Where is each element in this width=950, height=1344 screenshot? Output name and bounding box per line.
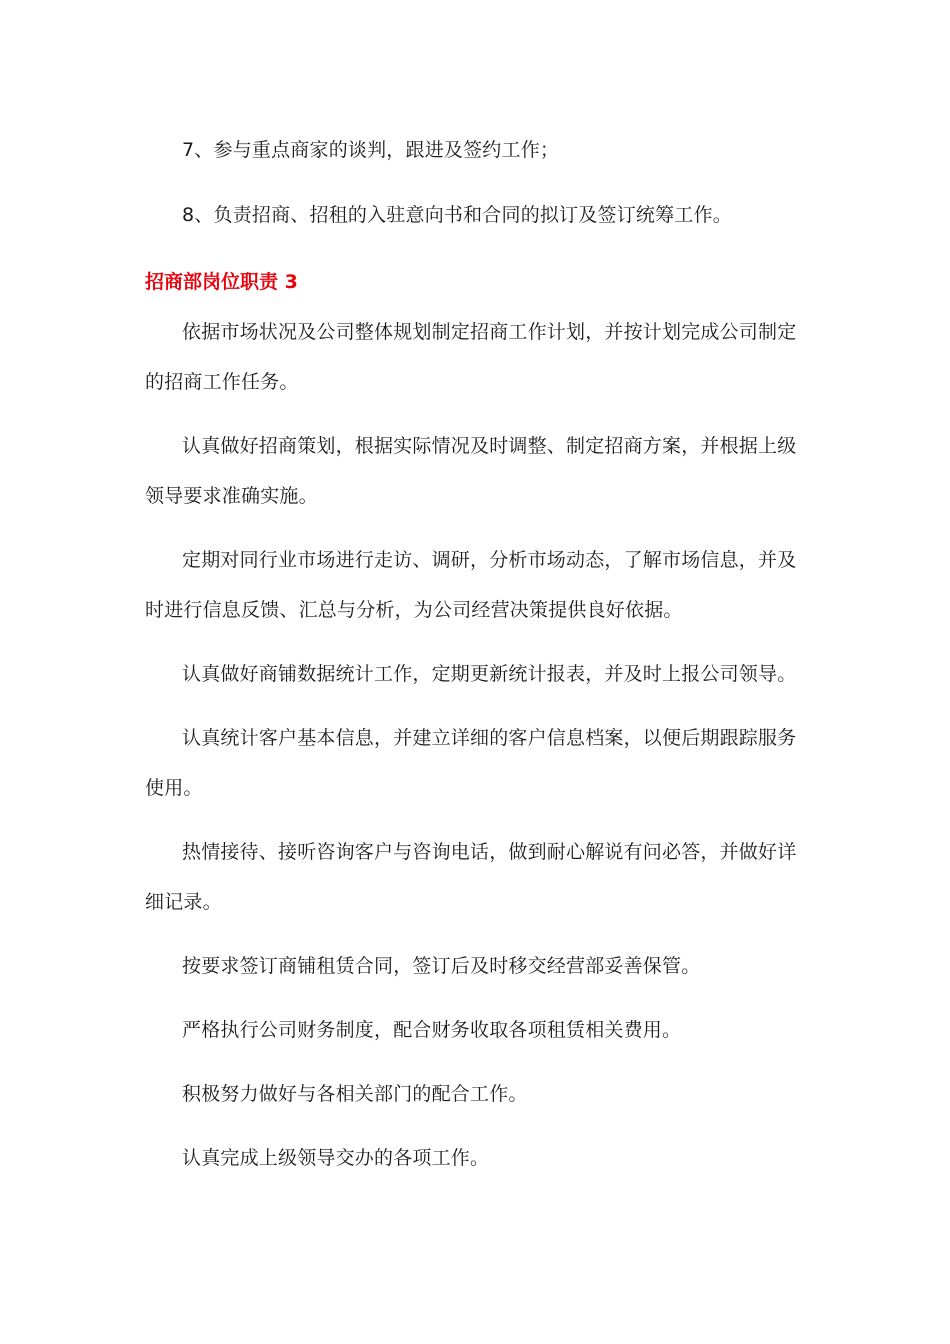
paragraph-line: 认真做好商铺数据统计工作，定期更新统计报表，并及时上报公司领导。	[182, 663, 797, 685]
section-heading: 招商部岗位职责 3	[145, 271, 298, 293]
paragraph-line: 认真统计客户基本信息，并建立详细的客户信息档案，以便后期跟踪服务	[182, 727, 797, 749]
paragraph-line: 严格执行公司财务制度，配合财务收取各项租赁相关费用。	[182, 1019, 682, 1041]
list-item-8: 8、负责招商、招租的入驻意向书和合同的拟订及签订统筹工作。	[182, 204, 732, 226]
paragraph-line: 认真做好招商策划，根据实际情况及时调整、制定招商方案，并根据上级	[182, 435, 797, 457]
paragraph-line: 按要求签订商铺租赁合同，签订后及时移交经营部妥善保管。	[182, 955, 701, 977]
list-item-7: 7、参与重点商家的谈判，跟进及签约工作；	[182, 139, 560, 161]
paragraph-line: 依据市场状况及公司整体规划制定招商工作计划，并按计划完成公司制定	[182, 321, 797, 343]
paragraph-line: 细记录。	[145, 891, 222, 913]
paragraph-line: 时进行信息反馈、汇总与分析，为公司经营决策提供良好依据。	[145, 599, 683, 621]
paragraph-line: 的招商工作任务。	[145, 371, 299, 393]
paragraph-line: 定期对同行业市场进行走访、调研，分析市场动态，了解市场信息，并及	[182, 549, 797, 571]
paragraph-line: 积极努力做好与各相关部门的配合工作。	[182, 1083, 528, 1105]
paragraph-line: 认真完成上级领导交办的各项工作。	[182, 1147, 490, 1169]
paragraph-line: 热情接待、接听咨询客户与咨询电话，做到耐心解说有问必答，并做好详	[182, 841, 797, 863]
paragraph-line: 领导要求准确实施。	[145, 485, 318, 507]
paragraph-line: 使用。	[145, 777, 203, 799]
